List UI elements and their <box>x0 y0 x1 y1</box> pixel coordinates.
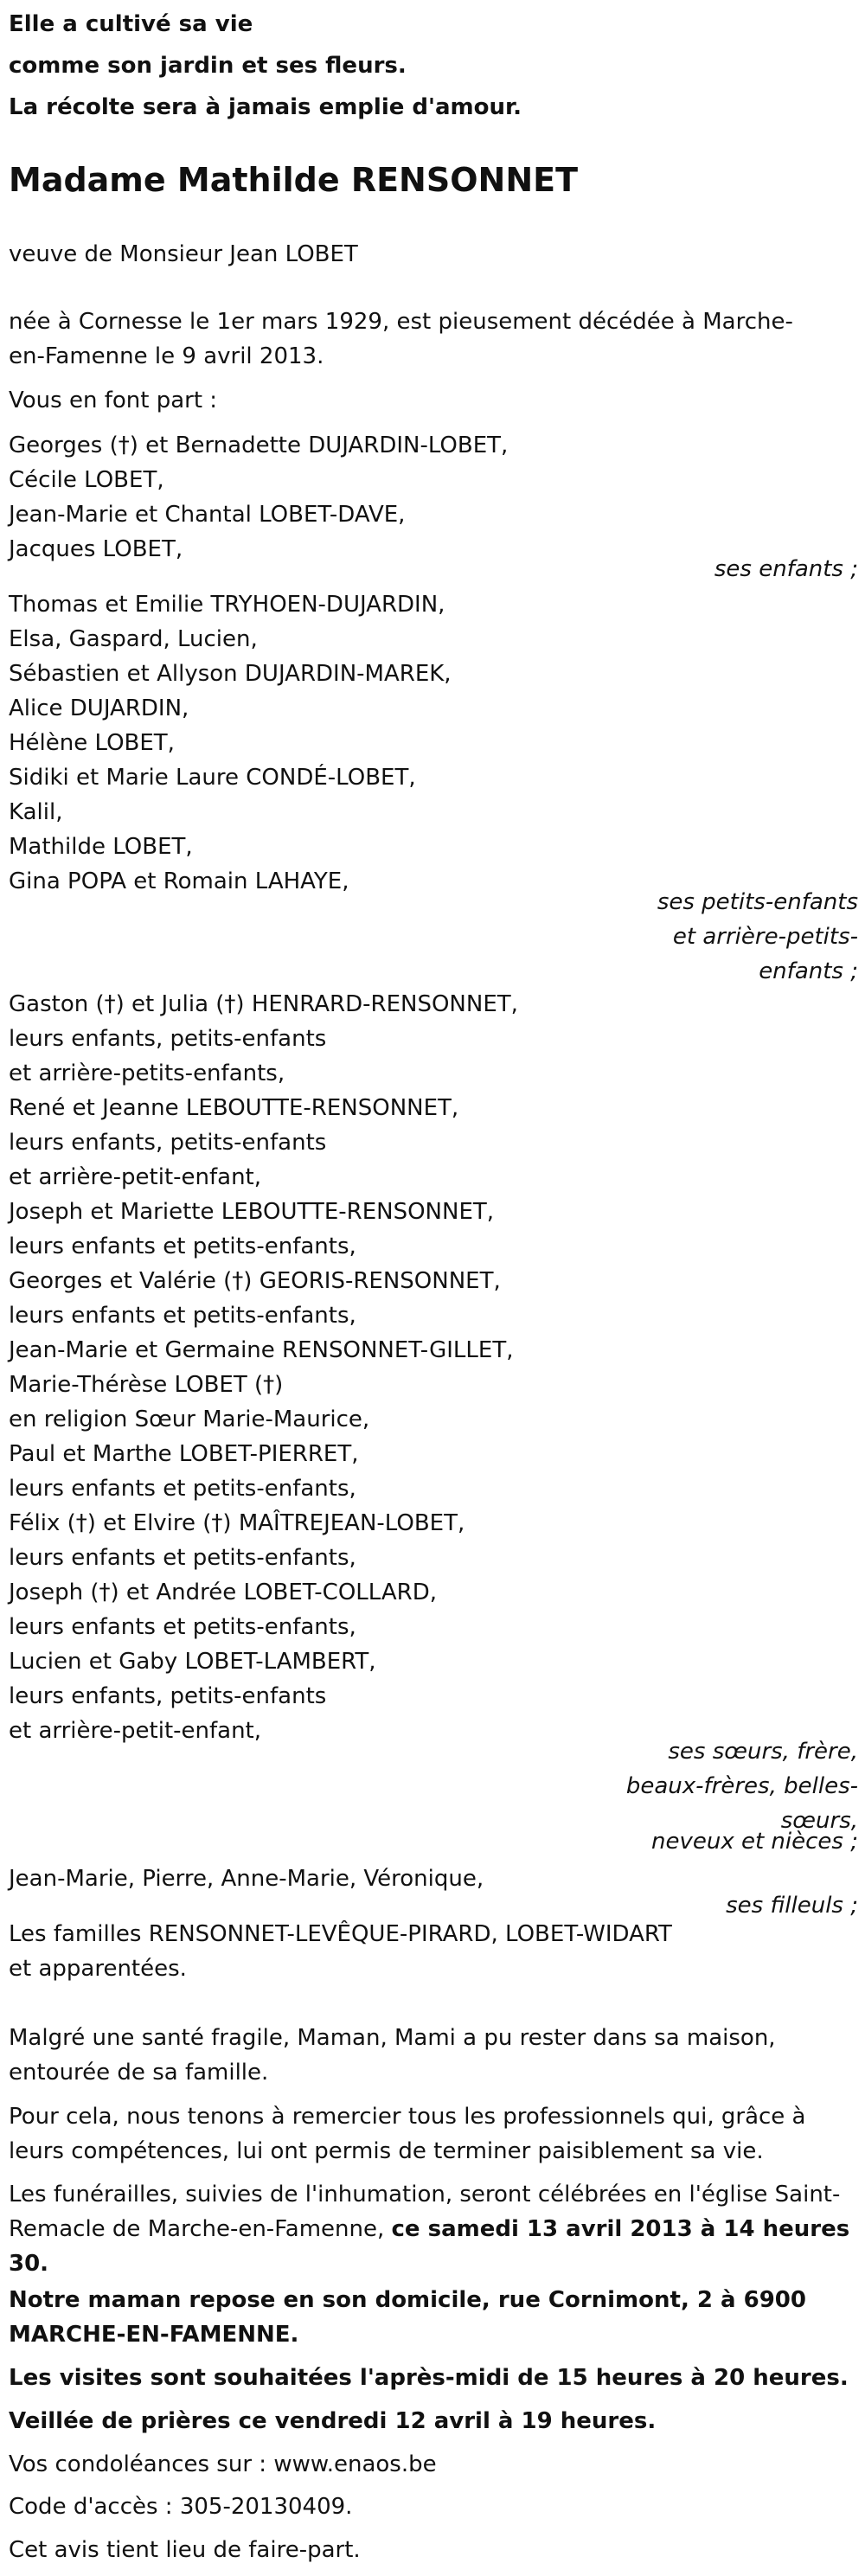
paragraph-line: Les funérailles, suivies de l'inhumation, seront célébrées en l'église Saint- <box>9 2182 841 2208</box>
list-item: Paul et Marthe LOBET-PIERRET, <box>9 1441 359 1467</box>
widow-line: veuve de Monsieur Jean LOBET <box>9 241 358 267</box>
visits-line: Les visites sont souhaitées l'après-midi de 15 heures à 20 heures. <box>9 2365 849 2391</box>
list-item: leurs enfants, petits-enfants <box>9 1026 327 1052</box>
epigraph <box>9 3 522 128</box>
birth-line: née à Cornesse le 1er mars 1929, est pieusement décédée à Marche- <box>9 309 793 335</box>
deceased-name: Madame Mathilde RENSONNET <box>9 161 579 199</box>
families-line: Les familles RENSONNET-LEVÊQUE-PIRARD, LOBET-WIDART <box>9 1921 672 1947</box>
list-item: et arrière-petit-enfant, <box>9 1164 262 1190</box>
birth-paragraph <box>9 304 793 374</box>
thanks-paragraph <box>9 2099 806 2169</box>
grandchildren-role <box>9 885 858 989</box>
list-item: Jean-Marie et Germaine RENSONNET-GILLET, <box>9 1337 514 1363</box>
list-item: Marie-Thérèse LOBET (†) <box>9 1372 284 1398</box>
list-item: Georges et Valérie (†) GEORIS-RENSONNET, <box>9 1268 501 1294</box>
list-item: Jacques LOBET, <box>9 536 183 562</box>
list-item: Mathilde LOBET, <box>9 834 193 860</box>
list-item: Hélène LOBET, <box>9 730 175 756</box>
paragraph-line: entourée de sa famille. <box>9 2060 269 2086</box>
list-item: leurs enfants et petits-enfants, <box>9 1614 356 1640</box>
paragraph-line: MARCHE-EN-FAMENNE. <box>9 2322 299 2348</box>
birth-line: en-Famenne le 9 avril 2013. <box>9 343 324 369</box>
paragraph-line: Notre maman repose en son domicile, rue Cornimont, 2 à 6900 <box>9 2287 806 2313</box>
list-item: Gaston (†) et Julia (†) HENRARD-RENSONNET, <box>9 991 518 1017</box>
list-item: Lucien et Gaby LOBET-LAMBERT, <box>9 1649 376 1675</box>
closing-line: Cet avis tient lieu de faire-part. <box>9 2537 361 2563</box>
epigraph-line: Elle a cultivé sa vie <box>9 11 253 37</box>
list-item: leurs enfants et petits-enfants, <box>9 1476 356 1502</box>
funeral-paragraph <box>9 2177 849 2281</box>
access-code-line: Code d'accès : 305-20130409. <box>9 2494 353 2520</box>
list-item: et arrière-petits-enfants, <box>9 1061 285 1086</box>
list-item: Gina POPA et Romain LAHAYE, <box>9 868 349 894</box>
rest-paragraph <box>9 2283 806 2352</box>
list-item: Joseph (†) et Andrée LOBET-COLLARD, <box>9 1580 438 1605</box>
families-paragraph <box>9 1917 672 1986</box>
list-item: René et Jeanne LEBOUTTE-RENSONNET, <box>9 1095 459 1121</box>
siblings-role <box>9 1734 858 1859</box>
paragraph-line <box>9 2212 849 2246</box>
list-item: Alice DUJARDIN, <box>9 695 189 721</box>
list-item: Sidiki et Marie Laure CONDÉ-LOBET, <box>9 765 416 791</box>
godchildren-role: ses filleuls ; <box>726 1893 858 1919</box>
families-line: et apparentées. <box>9 1956 187 1982</box>
epigraph-line: La récolte sera à jamais emplie d'amour. <box>9 94 522 120</box>
house-paragraph <box>9 2021 776 2090</box>
intro-line: Vous en font part : <box>9 388 218 413</box>
list-item: Kalil, <box>9 799 63 825</box>
funeral-church: Remacle de Marche-en-Famenne, <box>9 2216 392 2242</box>
epigraph-line: comme son jardin et ses fleurs. <box>9 53 407 79</box>
list-item: Joseph et Mariette LEBOUTTE-RENSONNET, <box>9 1199 495 1225</box>
list-item: et arrière-petit-enfant, <box>9 1718 262 1744</box>
list-item: en religion Sœur Marie-Maurice, <box>9 1407 370 1432</box>
list-item: Félix (†) et Elvire (†) MAÎTREJEAN-LOBET, <box>9 1510 465 1536</box>
condolences-line: Vos condoléances sur : www.enaos.be <box>9 2451 437 2477</box>
list-item: Elsa, Gaspard, Lucien, <box>9 626 258 652</box>
children-role: ses enfants ; <box>714 556 858 582</box>
godchildren-line: Jean-Marie, Pierre, Anne-Marie, Véronique, <box>9 1866 484 1892</box>
paragraph-line: Pour cela, nous tenons à remercier tous les professionnels qui, grâce à <box>9 2104 806 2130</box>
list-item: Jean-Marie et Chantal LOBET-DAVE, <box>9 502 406 528</box>
role-line: neveux et nièces ; <box>650 1829 858 1855</box>
list-item: leurs enfants et petits-enfants, <box>9 1234 356 1259</box>
list-item: Thomas et Emilie TRYHOEN-DUJARDIN, <box>9 592 445 618</box>
role-line: ses petits-enfants <box>657 889 858 915</box>
children-list <box>9 428 508 567</box>
vigil-line: Veillée de prières ce vendredi 12 avril à 19 heures. <box>9 2408 657 2434</box>
list-item: Cécile LOBET, <box>9 467 164 493</box>
role-line: sœurs, <box>780 1808 858 1834</box>
list-item: Georges (†) et Bernadette DUJARDIN-LOBET, <box>9 433 509 458</box>
list-item: Sébastien et Allyson DUJARDIN-MAREK, <box>9 661 452 687</box>
funeral-date: ce samedi 13 avril 2013 à 14 heures <box>391 2216 850 2242</box>
grandchildren-list <box>9 587 452 899</box>
paragraph-line: Malgré une santé fragile, Maman, Mami a pu rester dans sa maison, <box>9 2025 776 2051</box>
siblings-list <box>9 987 518 1748</box>
list-item: leurs enfants, petits-enfants <box>9 1130 327 1156</box>
role-line: beaux-frères, belles- <box>625 1773 858 1799</box>
role-line: ses sœurs, frère, <box>668 1739 858 1765</box>
list-item: leurs enfants et petits-enfants, <box>9 1545 356 1571</box>
role-line: enfants ; <box>759 958 858 984</box>
list-item: leurs enfants, petits-enfants <box>9 1683 327 1709</box>
list-item: leurs enfants et petits-enfants, <box>9 1303 356 1329</box>
role-line: et arrière-petits- <box>672 924 858 950</box>
funeral-time-end: 30. <box>9 2251 49 2277</box>
paragraph-line: leurs compétences, lui ont permis de terminer paisiblement sa vie. <box>9 2138 764 2164</box>
